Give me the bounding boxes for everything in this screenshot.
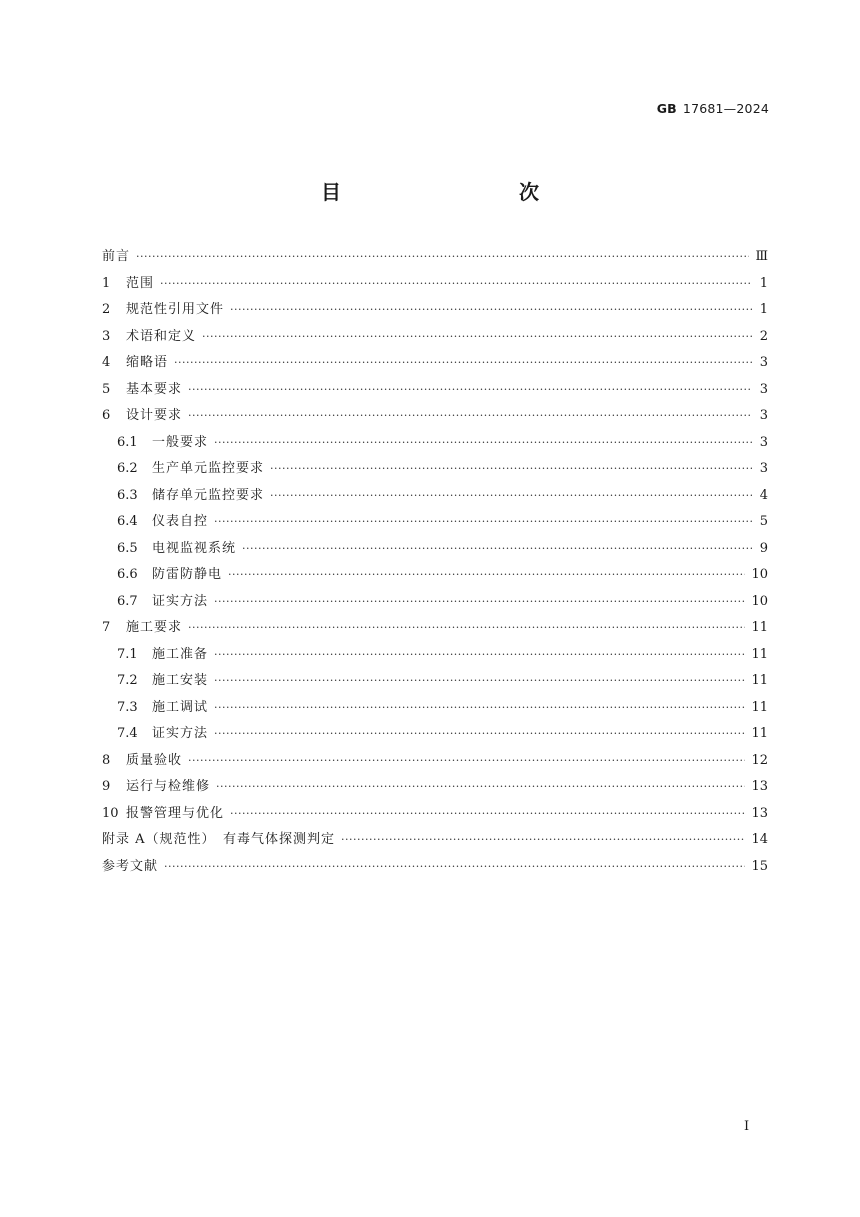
toc-entry-label: 储存单元监控要求 <box>152 487 265 503</box>
toc-entry-page: 1 <box>759 275 768 291</box>
toc-entry-number: 8 <box>102 752 111 768</box>
standard-code <box>657 101 769 116</box>
toc-entry[interactable] <box>102 536 768 563</box>
toc-entry-page: 3 <box>759 355 768 370</box>
toc-entry[interactable] <box>102 483 768 510</box>
toc-entry-label: 规范性引用文件 <box>126 302 225 317</box>
toc-dot-leader <box>174 350 752 377</box>
toc-entry-label: 生产单元监控要求 <box>152 461 265 476</box>
toc-entry-page: 3 <box>759 461 768 476</box>
toc-entry-label: 附录 A（规范性） 有毒气体探测判定 <box>102 832 336 847</box>
toc-entry-number: 6.3 <box>117 487 138 503</box>
toc-dot-leader <box>270 483 752 510</box>
toc-dot-leader <box>188 748 745 775</box>
toc-dot-leader <box>164 854 745 881</box>
toc-dot-leader <box>230 801 745 828</box>
toc-entry[interactable] <box>102 615 768 642</box>
toc-entry-label: 仪表自控 <box>152 514 209 529</box>
toc-entry-page: 4 <box>759 487 768 503</box>
toc-entry[interactable] <box>102 801 768 828</box>
toc-entry[interactable] <box>102 642 768 669</box>
toc-entry-page: 5 <box>759 514 768 529</box>
toc-entry[interactable] <box>102 377 768 404</box>
toc-entry[interactable] <box>102 827 768 854</box>
toc-dot-leader <box>214 509 752 536</box>
toc-entry-number: 7.4 <box>117 726 138 741</box>
toc-entry-page: 14 <box>751 832 768 847</box>
toc-entry[interactable] <box>102 297 768 324</box>
toc-entry-number: 7 <box>102 620 111 635</box>
toc-entry-page: 3 <box>759 434 768 450</box>
toc-entry[interactable] <box>102 721 768 748</box>
toc-entry[interactable] <box>102 695 768 722</box>
toc-entry[interactable] <box>102 271 768 298</box>
toc-entry-number: 7.1 <box>117 646 138 662</box>
toc-entry-number: 3 <box>102 328 111 344</box>
toc-entry-page: 1 <box>759 302 768 317</box>
toc-entry-label: 参考文献 <box>102 858 159 874</box>
toc-entry-label: 施工要求 <box>126 620 183 635</box>
toc-entry-label: 施工准备 <box>152 646 209 662</box>
toc-entry-label: 防雷防静电 <box>152 567 223 582</box>
toc-entry-number: 7.2 <box>117 673 138 688</box>
toc-dot-leader <box>242 536 752 563</box>
toc-dot-leader <box>160 271 752 298</box>
toc-entry-page: 11 <box>751 646 768 662</box>
toc-entry-page: 3 <box>759 408 768 423</box>
toc-title: 目 次 <box>321 180 585 204</box>
toc-entry[interactable] <box>102 748 768 775</box>
toc-dot-leader <box>214 589 745 616</box>
toc-entry-number: 6.6 <box>117 567 138 582</box>
toc-entry-label: 质量验收 <box>126 752 183 768</box>
toc-dot-leader <box>214 430 752 457</box>
toc-entry[interactable] <box>102 350 768 377</box>
toc-entry-number: 6.2 <box>117 461 138 476</box>
toc-entry-page: Ⅲ <box>755 249 768 264</box>
toc-entry-label: 前言 <box>102 249 131 264</box>
toc-entry-label: 术语和定义 <box>126 328 197 344</box>
toc-dot-leader <box>136 244 749 271</box>
toc-dot-leader <box>188 377 752 404</box>
toc-entry-number: 6 <box>102 408 111 423</box>
toc-dot-leader <box>228 562 745 589</box>
toc-entry-label: 缩略语 <box>126 355 169 370</box>
table-of-contents <box>102 244 768 880</box>
toc-dot-leader <box>230 297 752 324</box>
toc-entry-label: 施工安装 <box>152 673 209 688</box>
toc-entry-number: 9 <box>102 779 111 794</box>
toc-dot-leader <box>216 774 745 801</box>
toc-entry[interactable] <box>102 456 768 483</box>
toc-entry[interactable] <box>102 430 768 457</box>
toc-entry-label: 报警管理与优化 <box>126 805 225 821</box>
toc-dot-leader <box>202 324 752 351</box>
toc-entry-label: 一般要求 <box>152 434 209 450</box>
toc-entry[interactable] <box>102 244 768 271</box>
toc-entry-label: 证实方法 <box>152 726 209 741</box>
toc-entry-page: 11 <box>751 726 768 741</box>
toc-entry-number: 10 <box>102 805 119 821</box>
toc-entry-page: 13 <box>751 779 768 794</box>
toc-entry-page: 3 <box>759 381 768 397</box>
toc-entry-label: 基本要求 <box>126 381 183 397</box>
toc-entry-page: 10 <box>751 593 768 609</box>
toc-entry-page: 9 <box>759 540 768 556</box>
toc-entry-label: 施工调试 <box>152 699 209 715</box>
toc-dot-leader <box>270 456 752 483</box>
toc-entry-page: 12 <box>751 752 768 768</box>
toc-dot-leader <box>341 827 745 854</box>
toc-entry-page: 2 <box>759 328 768 344</box>
toc-entry-number: 6.1 <box>117 434 138 450</box>
toc-dot-leader <box>188 403 752 430</box>
toc-entry[interactable] <box>102 589 768 616</box>
page-number: I <box>744 1119 750 1134</box>
toc-entry-label: 设计要求 <box>126 408 183 423</box>
toc-entry[interactable] <box>102 562 768 589</box>
toc-entry-number: 5 <box>102 381 111 397</box>
toc-entry[interactable] <box>102 324 768 351</box>
toc-entry[interactable] <box>102 403 768 430</box>
toc-entry-number: 4 <box>102 355 111 370</box>
toc-entry-page: 10 <box>751 567 768 582</box>
toc-entry-label: 电视监视系统 <box>152 540 237 556</box>
toc-entry[interactable] <box>102 509 768 536</box>
toc-entry-number: 6.5 <box>117 540 138 556</box>
toc-dot-leader <box>188 615 745 642</box>
toc-entry-label: 范围 <box>126 275 155 291</box>
toc-entry-page: 11 <box>751 699 768 715</box>
toc-entry-label: 证实方法 <box>152 593 209 609</box>
toc-dot-leader <box>214 721 745 748</box>
toc-entry-number: 6.7 <box>117 593 138 609</box>
toc-entry-number: 2 <box>102 302 111 317</box>
toc-dot-leader <box>214 668 745 695</box>
toc-dot-leader <box>214 642 745 669</box>
toc-entry-number: 1 <box>102 275 111 291</box>
standard-prefix: GB <box>656 101 677 116</box>
toc-entry-number: 6.4 <box>117 514 138 529</box>
toc-entry[interactable] <box>102 668 768 695</box>
toc-entry-page: 11 <box>751 620 768 635</box>
toc-dot-leader <box>214 695 745 722</box>
toc-entry-page: 13 <box>751 805 768 821</box>
toc-entry[interactable] <box>102 774 768 801</box>
standard-number: 17681—2024 <box>682 101 769 116</box>
toc-entry-number: 7.3 <box>117 699 138 715</box>
toc-entry-page: 11 <box>751 673 768 688</box>
toc-entry[interactable] <box>102 854 768 881</box>
toc-entry-page: 15 <box>751 858 768 874</box>
toc-entry-label: 运行与检维修 <box>126 779 211 794</box>
